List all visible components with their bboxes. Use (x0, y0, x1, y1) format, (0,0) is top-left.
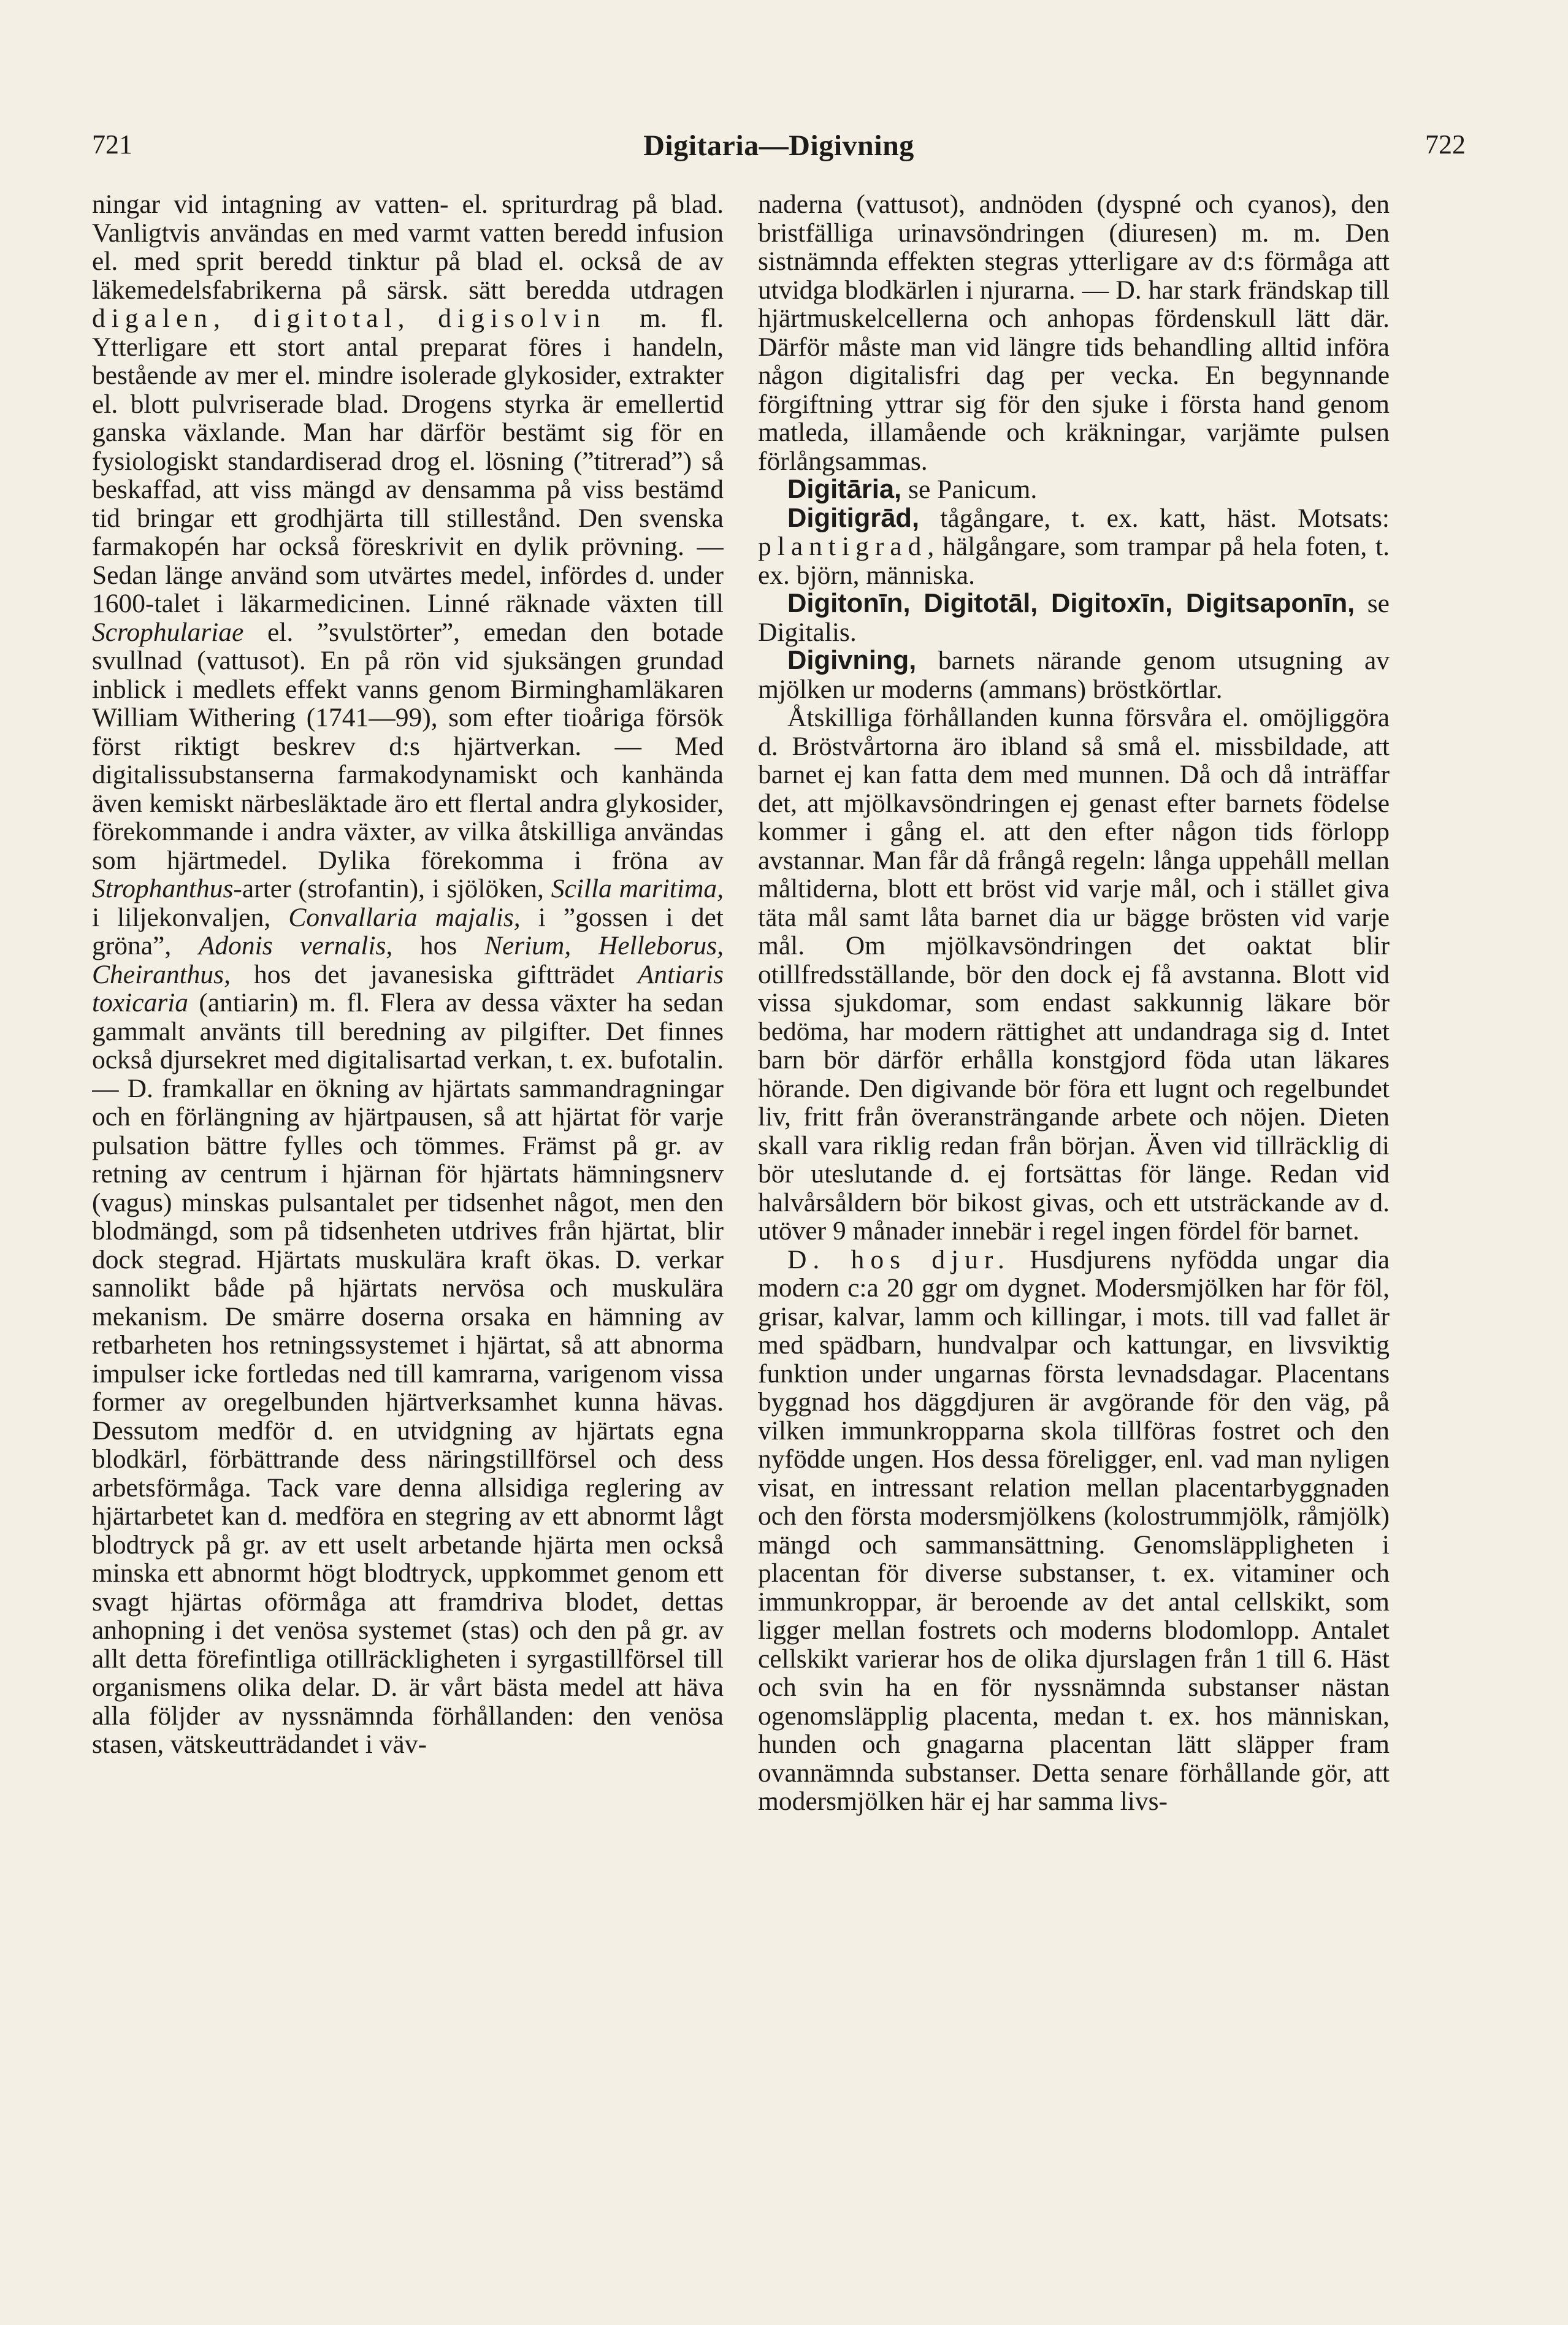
running-title: Digitaria—Digivning (643, 129, 914, 162)
entry-digivning: Digivning, barnets närande genom utsugning av mjölken ur moderns (ammans) bröstkörtlar. (758, 646, 1390, 704)
digivning-paragraph: Åtskilliga förhållanden kunna försvåra el. omöjliggöra d. Bröstvårtorna äro ibland så små el. missbildade, att barnet ej kan fatta dem med munnen. Då och då inträffar det, att mjölkavsöndringen ej genast efter barnets födelse kommer i gång el. att den efter någon tids förlopp avstannar. Man får då frångå regeln: långa uppehåll mellan måltiderna, blott ett bröst vid varje mål, och i stället giva täta mål samt låta barnet dia ur bägge brösten vid varje mål. Om mjölkavsöndringen det oaktat blir otillfredsställande, bör den dock ej få avstanna. Blott vid vissa sjukdomar, som endast sakkunnig läkare bör bedöma, har modern rättighet att undandraga sig d. Intet barn bör därför erhålla konstgjord föda utan läkares hörande. Den digivande bör föra ett lugnt och regelbundet liv, fritt från överansträngande arbete och nöjen. Dieten skall vara riklig redan från början. Även vid tillräcklig di bör uteslutande d. ej fortsättas för länge. Redan vid halvårsåldern bör bikost givas, och ett utsträckande av d. utöver 9 månader innebär i regel ingen fördel för barnet. (758, 703, 1390, 1246)
right-column (758, 190, 1390, 2300)
headword-digitigrad: Digitigrād, (787, 503, 920, 533)
headword-digivning: Digivning, (787, 646, 917, 675)
digitalis-continuation-paragraph: ningar vid intagning av vatten- el. spriturdrag på blad. Vanligtvis användas en med varmt vatten beredd infusion el. med sprit beredd tinktur på blad el. också de av läkemedelsfabrikerna på särsk. sätt beredda utdragen digalen, digitotal, digisolvin m. fl. Ytterligare ett stort antal preparat föres i handeln, bestående av mer el. mindre isolerade glykosider, extrakter el. blott pulvriserade blad. Drogens styrka är emellertid ganska växlande. Man har därför bestämt sig för en fysiologiskt standardiserad drog el. lösning (”titrerad”) så beskaffad, att viss mängd av densamma på viss bestämd tid bringar ett grodhjärta till stillestånd. Den svenska farmakopén har också föreskrivit en dylik prövning. — Sedan länge använd som utvärtes medel, infördes d. under 1600-talet i läkarmedicinen. Linné räknade växten till Scrophulariae el. ”svulstörter”, emedan den botade svullnad (vattusot). En på rön vid sjuksängen grundad inblick i medlets effekt vanns genom Birminghamläkaren William Withering (1741—99), som efter tioåriga försök först riktigt beskrev d:s hjärtverkan. — Med digitalissubstanserna farmakodynamiskt och kanhända även kemiskt närbesläktade äro ett flertal andra glykosider, förekommande i andra växter, av vilka åtskilliga användas som hjärtmedel. Dylika förekomma i fröna av Strophanthus-arter (strofantin), i sjölöken, Scilla maritima, i liljekonvaljen, Convallaria majalis, i ”gossen i det gröna”, Adonis vernalis, hos Nerium, Helleborus, Cheiranthus, hos det javanesiska giftträdet Antiaris toxicaria (antiarin) m. fl. Flera av dessa växter ha sedan gammalt använts till beredning av pilgifter. Det finnes också djursekret med digitalisartad verkan, t. ex. bufotalin. — D. framkallar en ökning av hjärtats sammandragningar och en förlängning av hjärtpausen, så att hjärtat för varje pulsation bättre fylles och tömmes. Främst på gr. av retning av centrum i hjärnan för hjärtats hämningsnerv (vagus) minskas pulsantalet per tidsenhet något, men den blodmängd, som på tidsenheten utdrives från hjärtat, blir dock stegrad. Hjärtats muskulära kraft ökas. D. verkar sannolikt både på hjärtats nervösa och muskulära mekanism. De smärre doserna orsaka en hämning av retbarheten hos retningssystemet i hjärtat, så att abnorma impulser icke fortledas ned till kamrarna, varigenom vissa former av oregelbunden hjärtverksamhet kunna hävas. Dessutom medför d. en utvidgning av hjärtats egna blodkärl, förbättrande dess näringstillförsel och dess arbetsförmåga. Tack vare denna allsidiga reglering av hjärtarbetet kan d. medföra en stegring av ett abnormt lågt blodtryck på gr. av ett uselt arbetande hjärta men också minska ett abnormt högt blodtryck, uppkommet genom ett svagt hjärtas oförmåga att framdriva blodet, dettas anhopning i det venösa systemet (stas) och den på gr. av allt detta förefintliga otillräckligheten i syrgastillförsel till organismens olika delar. D. är vårt bästa medel att häva alla följder av nyssnämnda förhållanden: den venösa stasen, vätskeutträdandet i väv- (92, 190, 724, 1759)
headword-digitonin: Digitonīn, Digitotāl, Digitoxīn, Digitsaponīn, (787, 589, 1355, 618)
left-column (92, 190, 724, 2300)
page-number-right: 722 (1425, 129, 1466, 159)
entry-digitonin: Digitonīn, Digitotāl, Digitoxīn, Digitsaponīn, se Digitalis. (758, 589, 1390, 647)
page-number-left: 721 (92, 129, 132, 159)
entry-digitaria: Digitāria, se Panicum. (787, 475, 1038, 504)
headword-digitaria: Digitāria, (787, 475, 902, 504)
digitalis-end-paragraph: naderna (vattusot), andnöden (dyspné och cyanos), den bristfälliga urinavsöndringen (diuresen) m. m. Den sistnämnda effekten stegras ytterligare av d:s förmåga att utvidga blodkärlen i njurarna. — D. har stark frändskap till hjärtmuskelcellerna och anhopas fördenskull lätt där. Därför måste man vid längre tids behandling alltid införa någon digitalisfri dag per vecka. En begynnande förgiftning yttrar sig för den sjuke i första hand genom matleda, illamående och kräkningar, varjämte pulsen förlångsammas. (758, 190, 1390, 476)
page-header (92, 129, 1466, 178)
entry-digitigrad: Digitigrād, tågångare, t. ex. katt, häst. Motsats: plantigrad, hälgångare, som trampar på hela foten, t. ex. björn, människa. (758, 503, 1390, 590)
digivning-animals-paragraph: D. hos djur. Husdjurens nyfödda ungar dia modern c:a 20 ggr om dygnet. Modersmjölken har för föl, grisar, kalvar, lamm och killingar, i mots. till vad fallet är med spädbarn, hundvalpar och kattungar, en livsviktig funktion under ungarnas första levnadsdagar. Placentans byggnad hos däggdjuren är avgörande för den väg, på vilken immunkropparna skola tillföras fostret och den nyfödde ungen. Hos dessa föreligger, enl. vad man nyligen visat, en intressant relation mellan placentarbyggnaden och den första modersmjölkens (kolostrummjölk, råmjölk) mängd och sammansättning. Genomsläppligheten i placentan för diverse substanser, t. ex. vitaminer och immunkroppar, är beroende av det antal cellskikt, som ligger mellan fostrets och moderns blodomlopp. Antalet cellskikt varierar hos de olika djurslagen från 1 till 6. Häst och svin ha en för nyssnämnda substanser nästan ogenomsläpplig placenta, medan t. ex. hos människan, hunden och gnagarna placentan lätt släpper fram ovannämnda substanser. Detta senare förhållande gör, att modersmjölken här ej har samma livs- (758, 1244, 1390, 1816)
